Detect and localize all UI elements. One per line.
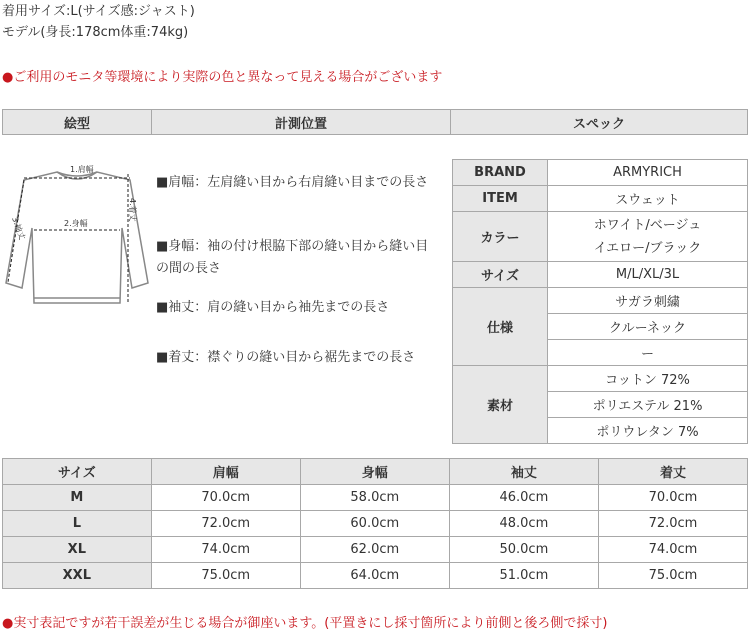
- label-length: 4.着丈: [128, 198, 137, 222]
- size-cell: 48.0cm: [449, 511, 598, 537]
- label-width: 2.身幅: [64, 219, 88, 228]
- size-cell: M: [3, 485, 152, 511]
- size-cell: 70.0cm: [151, 485, 300, 511]
- size-table: [2, 458, 748, 589]
- size-col-shoulder: 肩幅: [151, 459, 300, 485]
- label-shoulder: 1.肩幅: [70, 165, 94, 174]
- spec-item-label: ITEM: [453, 186, 548, 212]
- size-col-width: 身幅: [300, 459, 449, 485]
- size-cell: 74.0cm: [151, 537, 300, 563]
- size-cell: 51.0cm: [449, 563, 598, 589]
- size-cell: 72.0cm: [151, 511, 300, 537]
- spec-material-3: ポリウレタン 7%: [548, 418, 748, 444]
- spec-size-label: サイズ: [453, 262, 548, 288]
- size-cell: 75.0cm: [151, 563, 300, 589]
- section-header-bar: [2, 109, 748, 135]
- table-row: [3, 537, 748, 563]
- table-row: [3, 563, 748, 589]
- spec-spec-3: ー: [548, 340, 748, 366]
- header-pattern: 絵型: [3, 110, 152, 135]
- size-cell: 70.0cm: [598, 485, 747, 511]
- table-row: [3, 485, 748, 511]
- spec-brand-label: BRAND: [453, 160, 548, 186]
- header-spec: スペック: [451, 110, 748, 135]
- size-cell: 46.0cm: [449, 485, 598, 511]
- spec-color-label: カラー: [453, 212, 548, 262]
- size-cell: XXL: [3, 563, 152, 589]
- size-cell: 60.0cm: [300, 511, 449, 537]
- spec-material-1: コットン 72%: [548, 366, 748, 392]
- spec-color-2: イエロー/ブラック: [593, 240, 702, 256]
- desc-length: ■着丈：襟ぐりの縫い目から裾先までの長さ: [156, 350, 416, 365]
- spec-colors: [548, 212, 748, 262]
- size-col-sleeve: 袖丈: [449, 459, 598, 485]
- size-cell: 74.0cm: [598, 537, 747, 563]
- desc-width-cont: の間の長さ: [156, 261, 222, 276]
- footer-note: ●実寸表記ですが若干誤差が生じる場合が御座います。(平置きにし採寸箇所により前側と後ろ側で採寸): [2, 616, 608, 631]
- spec-material-2: ポリエステル 21%: [548, 392, 748, 418]
- garment-diagram: [2, 158, 152, 318]
- spec-spec-2: クルーネック: [548, 314, 748, 340]
- size-cell: 64.0cm: [300, 563, 449, 589]
- size-cell: 75.0cm: [598, 563, 747, 589]
- desc-shoulder: ■肩幅：左肩縫い目から右肩縫い目までの長さ: [156, 175, 429, 190]
- spec-color-1: ホワイト/ベージュ: [593, 217, 702, 233]
- spec-spec-label: 仕様: [453, 288, 548, 366]
- size-cell: XL: [3, 537, 152, 563]
- size-cell: 62.0cm: [300, 537, 449, 563]
- size-cell: 72.0cm: [598, 511, 747, 537]
- spec-spec-1: サガラ刺繍: [548, 288, 748, 314]
- spec-item: スウェット: [548, 186, 748, 212]
- desc-sleeve: ■袖丈：肩の縫い目から袖先までの長さ: [156, 300, 390, 315]
- spec-material-label: 素材: [453, 366, 548, 444]
- spec-brand: ARMYRICH: [548, 160, 748, 186]
- spec-table: [452, 159, 748, 444]
- size-cell: 50.0cm: [449, 537, 598, 563]
- spec-sizes: M/L/XL/3L: [548, 262, 748, 288]
- header-measure: 計測位置: [152, 110, 451, 135]
- label-sleeve: 3.袖丈: [10, 215, 27, 241]
- table-row: [3, 511, 748, 537]
- size-col-size: サイズ: [3, 459, 152, 485]
- color-note: ●ご利用のモニタ等環境により実際の色と異なって見える場合がございます: [2, 70, 443, 85]
- size-cell: L: [3, 511, 152, 537]
- size-col-length: 着丈: [598, 459, 747, 485]
- desc-width: ■身幅：袖の付け根脇下部の縫い目から縫い目: [156, 239, 429, 254]
- wear-size-text: 着用サイズ:L(サイズ感:ジャスト): [2, 4, 195, 19]
- size-table-header: [3, 459, 748, 485]
- model-text: モデル(身長:178cm体重:74kg): [2, 25, 189, 40]
- size-cell: 58.0cm: [300, 485, 449, 511]
